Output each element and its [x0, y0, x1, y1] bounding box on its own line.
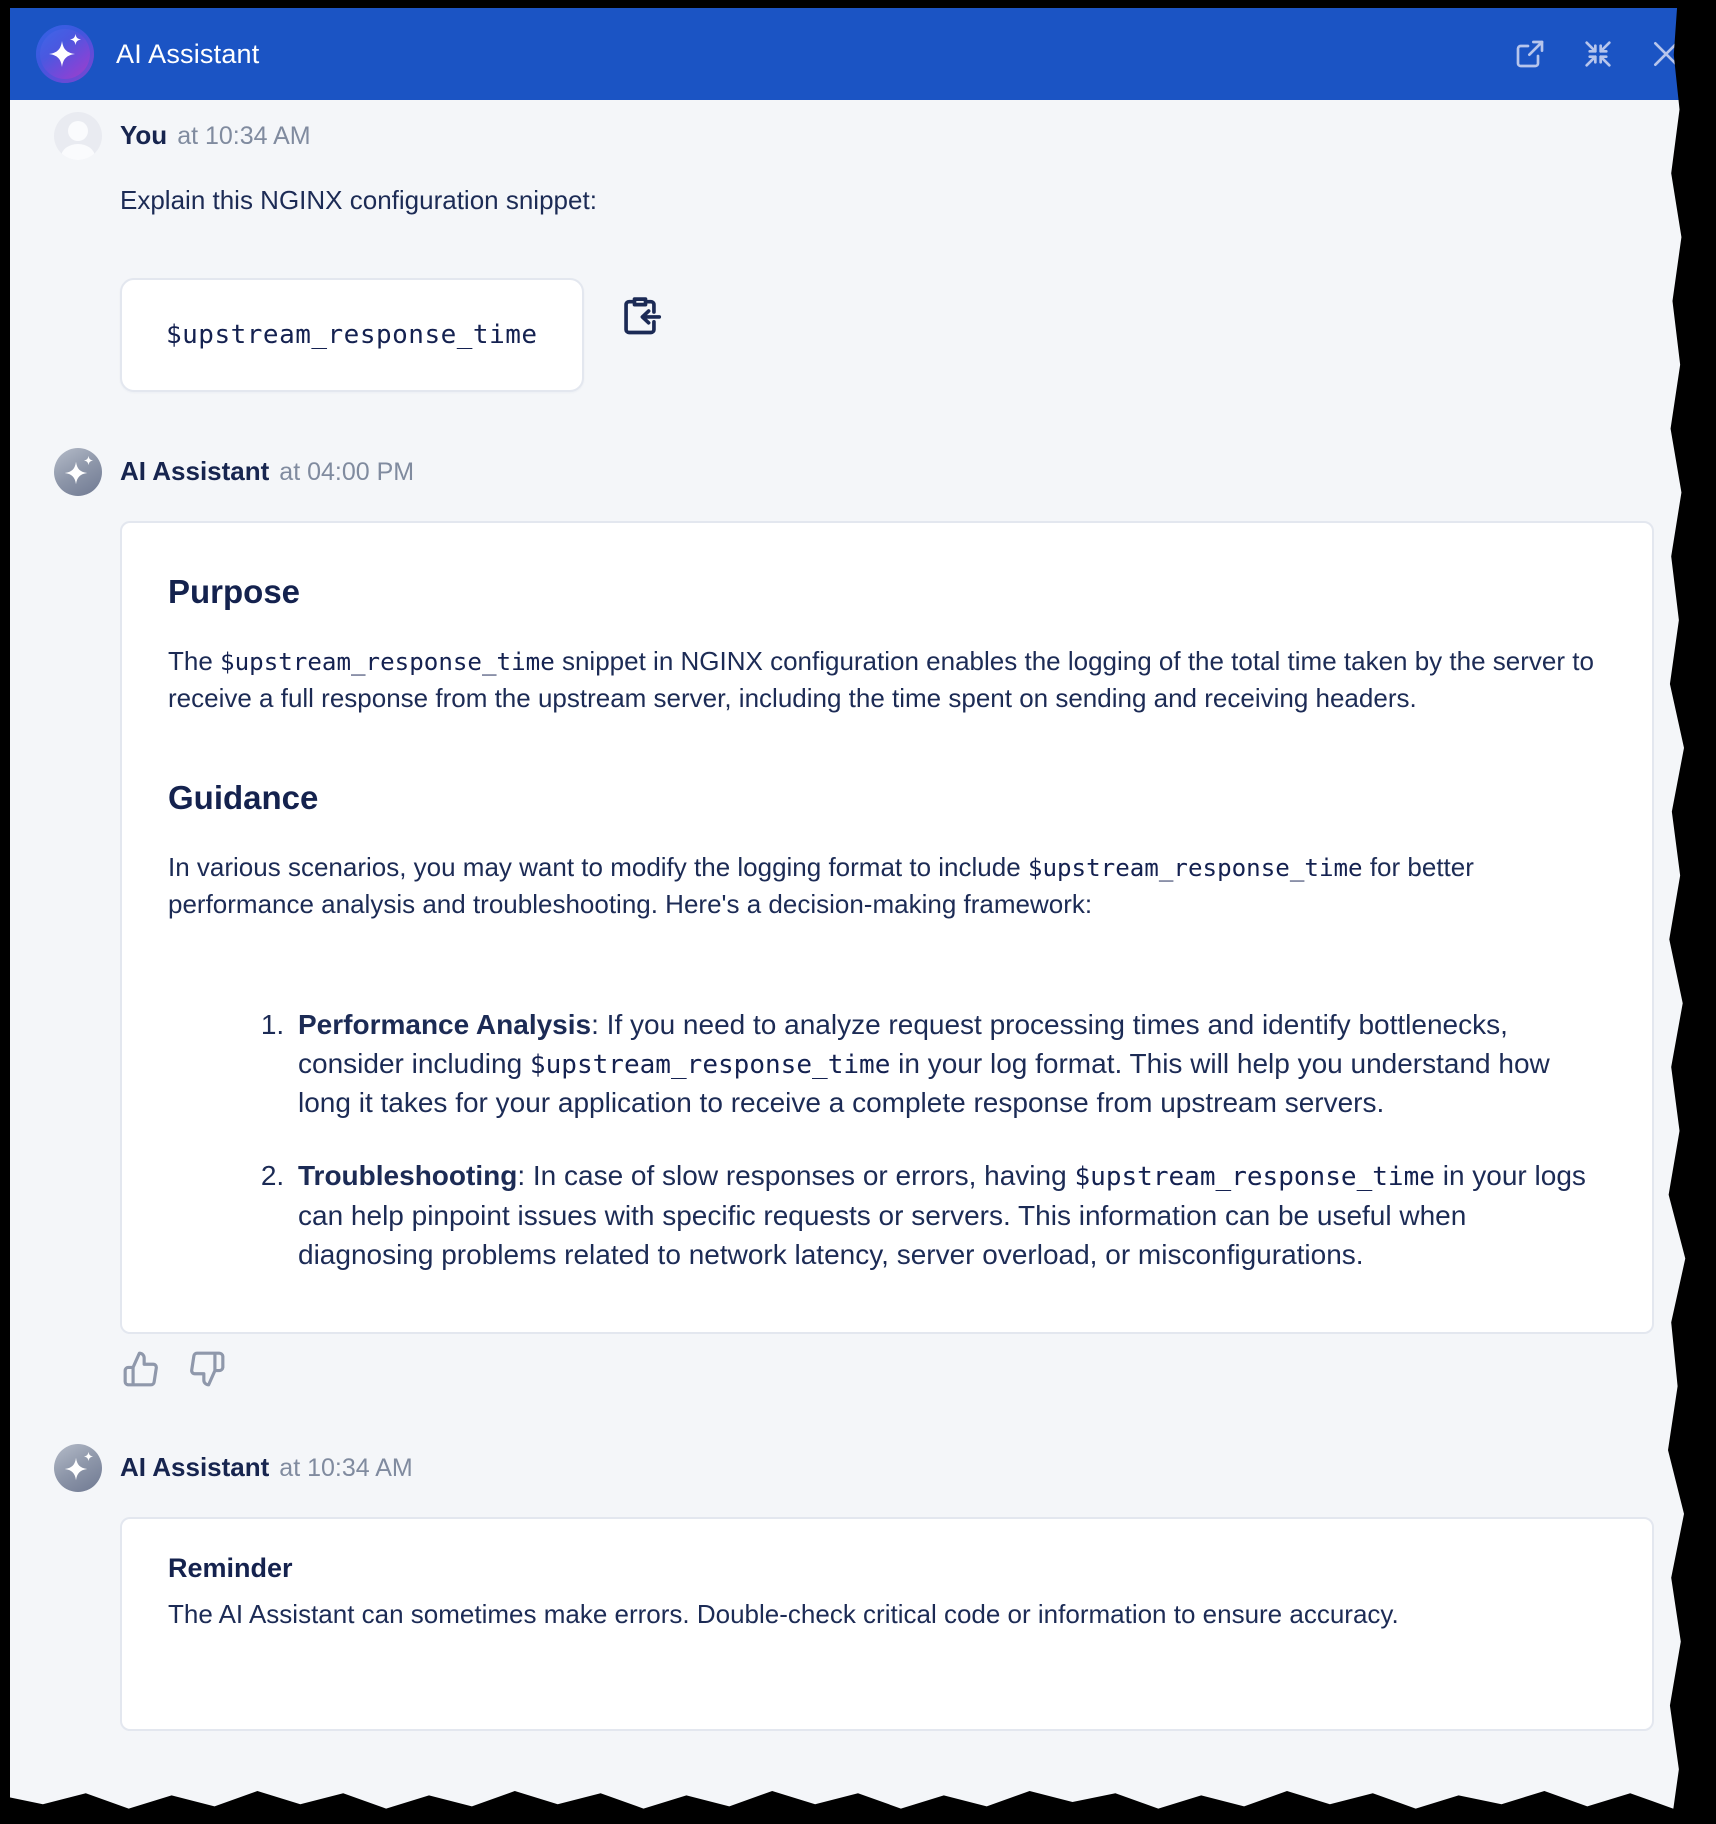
- thumbs-down-button[interactable]: [188, 1350, 226, 1388]
- collapse-icon: [1582, 38, 1614, 70]
- inline-code: $upstream_response_time: [1027, 853, 1363, 882]
- message-meta: [120, 1452, 1654, 1483]
- guidance-list: [168, 1005, 1606, 1275]
- reminder-text: The AI Assistant can sometimes make errors. Double-check critical code or information to ensure accuracy.: [168, 1599, 1399, 1630]
- ai-assistant-logo-icon: [36, 25, 94, 83]
- ai-assistant-panel: [10, 8, 1716, 1824]
- small-sparkle-icon: [83, 1451, 94, 1462]
- ai-assistant-avatar: [54, 1444, 102, 1492]
- ai-answer-card: [120, 521, 1654, 1334]
- open-in-new-window-icon: [1514, 38, 1546, 70]
- ai-reminder-message: [54, 1444, 1654, 1730]
- inline-code: $upstream_response_time: [1074, 1162, 1435, 1193]
- reminder-title: Reminder: [168, 1553, 293, 1584]
- user-avatar: [54, 112, 102, 160]
- chat-area: [10, 100, 1716, 1731]
- reminder-card: [120, 1517, 1654, 1730]
- small-sparkle-icon: [83, 455, 94, 466]
- ai-assistant-avatar: [54, 448, 102, 496]
- thumbs-up-icon: [122, 1350, 160, 1388]
- panel-title: AI Assistant: [116, 38, 260, 69]
- close-icon: [1650, 38, 1682, 70]
- message-timestamp: at 10:34 AM: [279, 1454, 413, 1483]
- purpose-paragraph: The $upstream_response_time snippet in NGINX configuration enables the logging of the total time taken by the server to receive a full response from the upstream server, including the time spent on sending and receiving headers.: [168, 646, 1594, 713]
- guidance-heading: Guidance: [168, 778, 319, 816]
- purpose-heading: Purpose: [168, 573, 301, 610]
- message-meta: [120, 120, 1654, 151]
- author-name: You: [120, 120, 168, 150]
- feedback-buttons: [120, 1350, 1654, 1388]
- message-meta: [120, 456, 1654, 487]
- author-name: AI Assistant: [120, 1452, 270, 1483]
- thumbs-down-icon: [188, 1350, 226, 1388]
- collapse-button[interactable]: [1578, 34, 1618, 74]
- header-actions: [1510, 34, 1686, 74]
- small-sparkle-icon: [69, 33, 82, 46]
- message-timestamp: at 04:00 PM: [279, 458, 415, 486]
- close-button[interactable]: [1646, 34, 1686, 74]
- ai-message: [54, 448, 1654, 1388]
- panel-header: [10, 8, 1716, 100]
- paste-clipboard-button[interactable]: [618, 294, 662, 338]
- user-message-text: Explain this NGINX configuration snippet:: [120, 185, 597, 215]
- guidance-paragraph: In various scenarios, you may want to modify the logging format to include $upstream_response_time for better performance analysis and troubleshooting. Here's a decision-making framework:: [168, 851, 1474, 919]
- user-message: [54, 112, 1654, 392]
- list-item: 2. Troubleshooting: In case of slow responses or errors, having $upstream_response_time in your logs can help pinpoint issues with specific requests or servers. This information can be useful when diagnosing problems related to network latency, server overload, or misconfigurations.: [292, 1156, 1606, 1274]
- inline-code: $upstream_response_time: [220, 648, 555, 676]
- code-snippet: [120, 278, 584, 392]
- open-in-new-window-button[interactable]: [1510, 34, 1550, 74]
- author-name: AI Assistant: [120, 456, 270, 486]
- message-timestamp: at 10:34 AM: [177, 122, 311, 150]
- thumbs-up-button[interactable]: [122, 1350, 160, 1388]
- list-item: 1. Performance Analysis: If you need to analyze request processing times and identify bottlenecks, consider including $upstream_response_time in your log format. This will help you understand how long it takes for your application to receive a complete response from upstream servers.: [292, 1005, 1606, 1123]
- person-icon: [68, 121, 88, 141]
- paste-clipboard-icon: [618, 294, 662, 338]
- inline-code: $upstream_response_time: [529, 1049, 891, 1080]
- code-snippet-text: $upstream_response_time: [166, 320, 538, 350]
